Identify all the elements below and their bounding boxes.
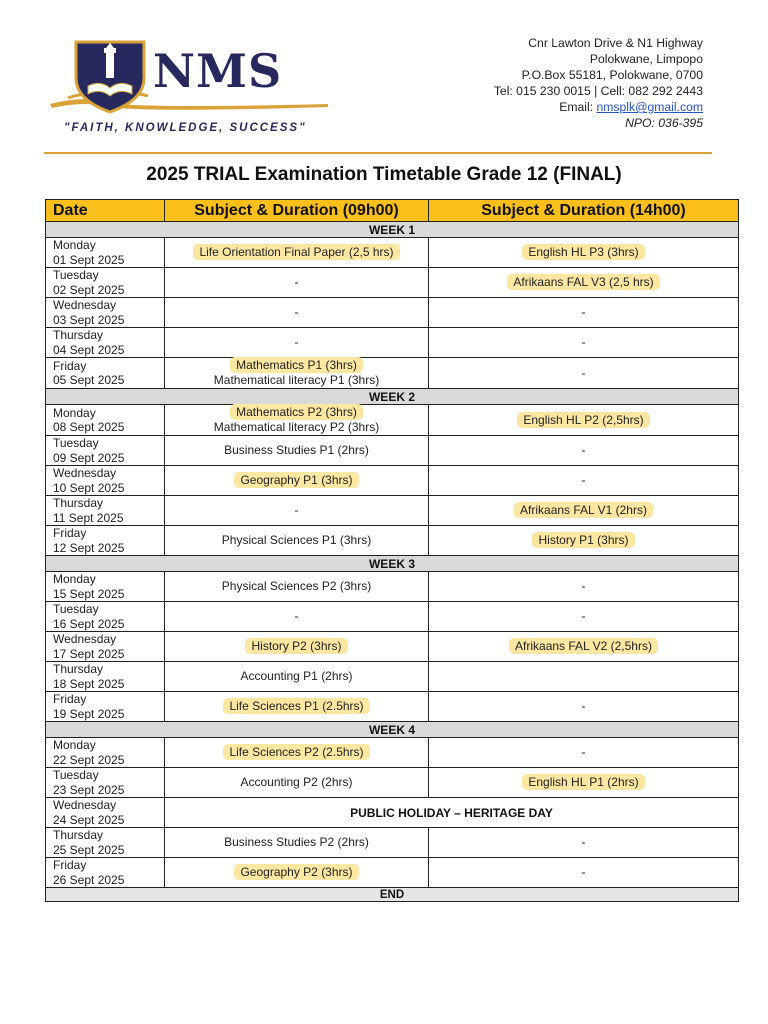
date-value: 26 Sept 2025 xyxy=(53,872,125,887)
date-cell xyxy=(46,632,165,662)
day-name: Friday xyxy=(53,692,87,706)
date-value: 02 Sept 2025 xyxy=(53,282,125,297)
subject-text: Business Studies P2 (2hrs) xyxy=(224,835,369,849)
afternoon-subject-cell xyxy=(429,738,739,768)
subject-text: English HL P3 (3hrs) xyxy=(522,244,644,260)
day-name: Tuesday xyxy=(53,436,99,450)
school-motto: "FAITH, KNOWLEDGE, SUCCESS" xyxy=(64,122,307,134)
subject-line xyxy=(165,699,428,714)
date-cell xyxy=(46,328,165,358)
subject-line xyxy=(429,413,738,428)
subject-text: - xyxy=(294,305,299,319)
subject-line xyxy=(429,639,738,654)
table-row xyxy=(46,738,739,768)
subject-text: English HL P1 (2hrs) xyxy=(522,774,644,790)
subject-line xyxy=(165,533,428,548)
morning-subject-cell xyxy=(165,238,429,268)
week-label: WEEK 3 xyxy=(46,556,739,572)
week-label: WEEK 2 xyxy=(46,389,739,405)
day-name: Friday xyxy=(53,358,87,373)
day-name: Monday xyxy=(53,572,96,586)
date-cell xyxy=(46,858,165,888)
subject-text: Mathematical literacy P2 (3hrs) xyxy=(213,420,380,434)
date-value: 16 Sept 2025 xyxy=(53,616,125,631)
date-cell xyxy=(46,358,165,389)
morning-subject-cell xyxy=(165,858,429,888)
afternoon-subject-cell xyxy=(429,858,739,888)
subject-text: History P1 (3hrs) xyxy=(532,532,634,548)
subject-text: Accounting P1 (2hrs) xyxy=(240,669,353,683)
week-header-row xyxy=(46,722,739,738)
date-value: 11 Sept 2025 xyxy=(53,510,124,525)
day-name: Wednesday xyxy=(53,298,117,312)
morning-subject-cell xyxy=(165,692,429,722)
subject-line xyxy=(165,373,428,388)
subject-line xyxy=(429,335,738,350)
day-name: Wednesday xyxy=(53,798,117,812)
day-name: Monday xyxy=(53,238,96,252)
morning-subject-cell xyxy=(165,328,429,358)
day-name: Friday xyxy=(53,858,87,872)
afternoon-subject-cell xyxy=(429,632,739,662)
morning-subject-cell xyxy=(165,298,429,328)
date-cell xyxy=(46,572,165,602)
date-cell xyxy=(46,828,165,858)
subject-line xyxy=(165,473,428,488)
subject-line xyxy=(429,305,738,320)
date-cell xyxy=(46,798,165,828)
morning-subject-cell xyxy=(165,436,429,466)
subject-line xyxy=(165,358,428,373)
end-label: END xyxy=(46,888,739,902)
date-cell xyxy=(46,298,165,328)
morning-subject-cell xyxy=(165,632,429,662)
day-name: Thursday xyxy=(53,496,104,510)
date-cell xyxy=(46,496,165,526)
date-value: 09 Sept 2025 xyxy=(53,450,125,465)
address-line-3: P.O.Box 55181, Polokwane, 0700 xyxy=(521,68,703,82)
address-line-1: Cnr Lawton Drive & N1 Highway xyxy=(528,36,703,50)
subject-line xyxy=(429,443,738,458)
column-header-afternoon: Subject & Duration (14h00) xyxy=(429,200,739,222)
table-row xyxy=(46,602,739,632)
subject-line xyxy=(429,533,738,548)
date-value: 24 Sept 2025 xyxy=(53,812,125,827)
date-cell xyxy=(46,436,165,466)
school-logo xyxy=(48,38,333,138)
subject-line xyxy=(165,669,428,684)
date-value: 15 Sept 2025 xyxy=(53,586,125,601)
column-header-morning: Subject & Duration (09h00) xyxy=(165,200,429,222)
week-header-row xyxy=(46,556,739,572)
date-cell xyxy=(46,602,165,632)
morning-subject-cell xyxy=(165,496,429,526)
date-cell xyxy=(46,662,165,692)
subject-text: Physical Sciences P2 (3hrs) xyxy=(221,579,372,593)
afternoon-subject-cell xyxy=(429,298,739,328)
date-value: 01 Sept 2025 xyxy=(53,252,125,267)
afternoon-subject-cell xyxy=(429,662,739,692)
date-value: 23 Sept 2025 xyxy=(53,782,125,797)
table-row xyxy=(46,798,739,828)
day-name: Monday xyxy=(53,738,96,752)
day-name: Tuesday xyxy=(53,268,99,282)
table-row xyxy=(46,858,739,888)
date-cell xyxy=(46,238,165,268)
subject-text: Business Studies P1 (2hrs) xyxy=(224,443,369,457)
afternoon-subject-cell xyxy=(429,328,739,358)
contact-block xyxy=(494,35,703,131)
subject-line xyxy=(165,245,428,260)
table-row xyxy=(46,436,739,466)
address-line-2: Polokwane, Limpopo xyxy=(589,52,703,66)
page-title: 2025 TRIAL Examination Timetable Grade 12 (FINAL) xyxy=(146,164,622,185)
subject-text: - xyxy=(581,699,586,713)
table-row xyxy=(46,496,739,526)
date-value: 10 Sept 2025 xyxy=(53,480,125,495)
date-cell xyxy=(46,768,165,798)
subject-line xyxy=(429,609,738,624)
week-label: WEEK 4 xyxy=(46,722,739,738)
day-name: Monday xyxy=(53,405,96,420)
date-value: 08 Sept 2025 xyxy=(53,420,125,434)
subject-text: Life Orientation Final Paper (2,5 hrs) xyxy=(193,244,399,260)
subject-line xyxy=(165,405,428,420)
week-label: WEEK 1 xyxy=(46,222,739,238)
subject-text: Mathematics P1 (3hrs) xyxy=(230,357,363,373)
subject-text: - xyxy=(294,609,299,623)
date-value: 19 Sept 2025 xyxy=(53,706,125,721)
subject-text: - xyxy=(581,365,586,380)
day-name: Thursday xyxy=(53,828,104,842)
table-row xyxy=(46,692,739,722)
subject-text: Afrikaans FAL V3 (2,5 hrs) xyxy=(507,274,659,290)
subject-text: - xyxy=(581,305,586,319)
afternoon-subject-cell xyxy=(429,268,739,298)
afternoon-subject-cell xyxy=(429,526,739,556)
subject-line xyxy=(429,775,738,790)
morning-subject-cell xyxy=(165,268,429,298)
subject-line xyxy=(165,775,428,790)
subject-line xyxy=(429,835,738,850)
table-row xyxy=(46,268,739,298)
subject-text: Life Sciences P1 (2.5hrs) xyxy=(223,698,369,714)
table-row xyxy=(46,466,739,496)
table-row xyxy=(46,298,739,328)
table-row xyxy=(46,526,739,556)
table-header-row xyxy=(46,200,739,222)
day-name: Thursday xyxy=(53,662,104,676)
phone-line: Tel: 015 230 0015 | Cell: 082 292 2443 xyxy=(493,84,703,98)
date-value: 12 Sept 2025 xyxy=(53,540,125,555)
morning-subject-cell xyxy=(165,828,429,858)
table-row xyxy=(46,768,739,798)
subject-text: Geography P1 (3hrs) xyxy=(234,472,358,488)
email-link[interactable]: nmsplk@gmail.com xyxy=(596,100,703,114)
subject-line xyxy=(429,699,738,714)
end-row xyxy=(46,888,739,902)
week-header-row xyxy=(46,222,739,238)
table-row xyxy=(46,238,739,268)
subject-line xyxy=(429,366,738,381)
subject-line xyxy=(165,420,428,435)
date-value: 17 Sept 2025 xyxy=(53,646,125,661)
date-value: 03 Sept 2025 xyxy=(53,312,125,327)
day-name: Wednesday xyxy=(53,466,117,480)
day-name: Thursday xyxy=(53,328,104,342)
subject-line xyxy=(165,639,428,654)
day-name: Tuesday xyxy=(53,768,99,782)
subject-line xyxy=(429,245,738,260)
subject-line xyxy=(165,275,428,290)
afternoon-subject-cell xyxy=(429,466,739,496)
timetable xyxy=(45,199,739,902)
subject-text: - xyxy=(294,503,299,517)
table-row xyxy=(46,828,739,858)
afternoon-subject-cell xyxy=(429,572,739,602)
morning-subject-cell xyxy=(165,466,429,496)
date-value: 22 Sept 2025 xyxy=(53,752,125,767)
subject-text: - xyxy=(581,745,586,759)
morning-subject-cell xyxy=(165,572,429,602)
subject-line xyxy=(429,745,738,760)
afternoon-subject-cell xyxy=(429,436,739,466)
subject-line xyxy=(429,473,738,488)
table-row xyxy=(46,572,739,602)
date-cell xyxy=(46,526,165,556)
day-name: Friday xyxy=(53,526,87,540)
subject-line xyxy=(165,835,428,850)
afternoon-subject-cell xyxy=(429,496,739,526)
table-row xyxy=(46,328,739,358)
subject-line xyxy=(165,443,428,458)
table-row xyxy=(46,405,739,436)
subject-line xyxy=(165,579,428,594)
afternoon-subject-cell xyxy=(429,358,739,389)
date-value: 05 Sept 2025 xyxy=(53,373,125,387)
morning-subject-cell xyxy=(165,738,429,768)
subject-text: - xyxy=(581,579,586,593)
subject-line xyxy=(165,609,428,624)
subject-text: - xyxy=(581,609,586,623)
subject-line xyxy=(429,865,738,880)
subject-line xyxy=(165,305,428,320)
table-row xyxy=(46,662,739,692)
subject-text: Accounting P2 (2hrs) xyxy=(240,775,353,789)
subject-text: Geography P2 (3hrs) xyxy=(234,864,358,880)
subject-text: - xyxy=(581,865,586,879)
date-value: 04 Sept 2025 xyxy=(53,342,125,357)
subject-text: - xyxy=(581,335,586,349)
subject-text: - xyxy=(294,335,299,349)
subject-text: - xyxy=(581,443,586,457)
date-cell xyxy=(46,692,165,722)
npo-number: NPO: 036-395 xyxy=(625,116,703,130)
subject-line xyxy=(429,275,738,290)
table-row xyxy=(46,632,739,662)
logo-wordmark: NMS xyxy=(153,44,283,98)
afternoon-subject-cell xyxy=(429,692,739,722)
holiday-cell: PUBLIC HOLIDAY – HERITAGE DAY xyxy=(165,798,739,828)
afternoon-subject-cell xyxy=(429,238,739,268)
subject-line xyxy=(165,865,428,880)
date-cell xyxy=(46,738,165,768)
subject-text: History P2 (3hrs) xyxy=(245,638,347,654)
email-line xyxy=(494,99,703,115)
subject-text: - xyxy=(581,473,586,487)
date-cell xyxy=(46,405,165,436)
date-value: 18 Sept 2025 xyxy=(53,676,125,691)
week-header-row xyxy=(46,389,739,405)
subject-text: Afrikaans FAL V2 (2,5hrs) xyxy=(509,638,658,654)
subject-text: - xyxy=(294,275,299,289)
morning-subject-cell xyxy=(165,405,429,436)
subject-text: Physical Sciences P1 (3hrs) xyxy=(221,533,372,547)
subject-line xyxy=(165,745,428,760)
subject-text: English HL P2 (2,5hrs) xyxy=(517,412,649,428)
subject-text: - xyxy=(581,835,586,849)
header-divider xyxy=(44,152,712,154)
date-cell xyxy=(46,466,165,496)
day-name: Tuesday xyxy=(53,602,99,616)
date-value: 25 Sept 2025 xyxy=(53,842,125,857)
subject-line xyxy=(165,503,428,518)
subject-line xyxy=(429,503,738,518)
subject-text: Afrikaans FAL V1 (2hrs) xyxy=(514,502,653,518)
column-header-date: Date xyxy=(46,200,165,222)
afternoon-subject-cell xyxy=(429,768,739,798)
day-name: Wednesday xyxy=(53,632,117,646)
subject-text: Life Sciences P2 (2.5hrs) xyxy=(223,744,369,760)
subject-line xyxy=(429,579,738,594)
morning-subject-cell xyxy=(165,358,429,389)
afternoon-subject-cell xyxy=(429,405,739,436)
morning-subject-cell xyxy=(165,602,429,632)
morning-subject-cell xyxy=(165,526,429,556)
morning-subject-cell xyxy=(165,662,429,692)
subject-text: Mathematical literacy P1 (3hrs) xyxy=(213,373,380,387)
subject-line xyxy=(165,335,428,350)
afternoon-subject-cell xyxy=(429,602,739,632)
date-cell xyxy=(46,268,165,298)
email-label: Email: xyxy=(559,100,594,114)
morning-subject-cell xyxy=(165,768,429,798)
subject-text: Mathematics P2 (3hrs) xyxy=(230,404,363,420)
table-row xyxy=(46,358,739,389)
afternoon-subject-cell xyxy=(429,828,739,858)
